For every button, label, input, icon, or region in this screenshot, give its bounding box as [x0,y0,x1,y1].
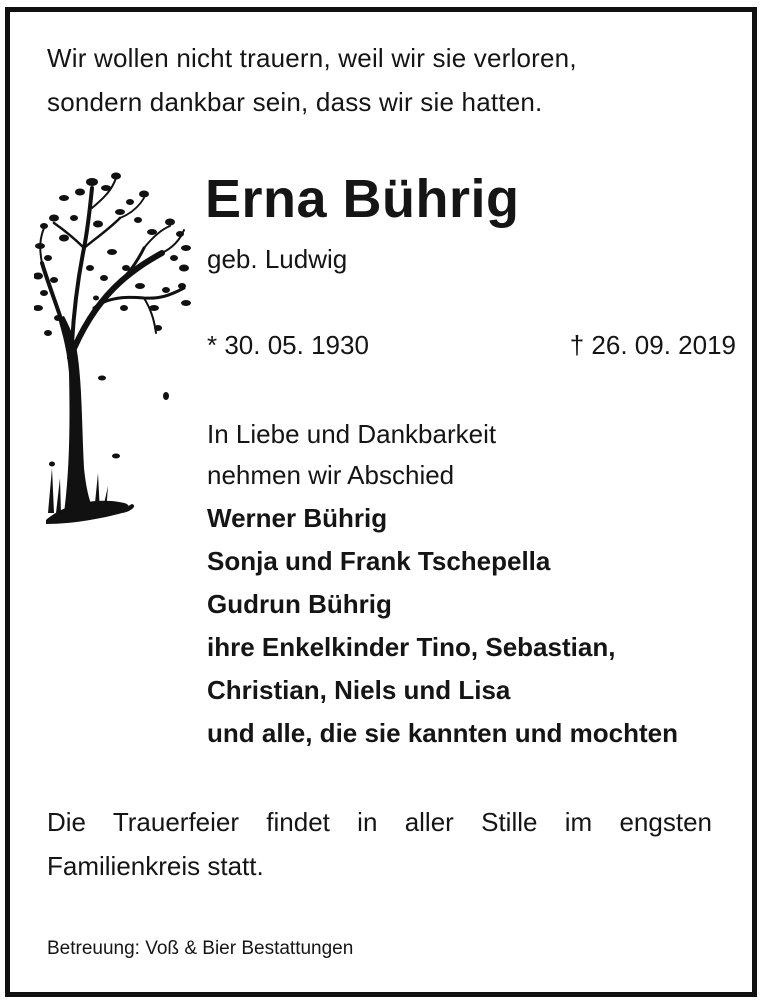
birth-date: * 30. 05. 1930 [207,330,369,360]
death-date: † 26. 09. 2019 [569,330,736,360]
motto-line-1: Wir wollen nicht trauern, weil wir sie verloren, [47,43,577,73]
tree-icon [34,168,192,530]
mourners-list [207,497,678,755]
mourner-line: Werner Bührig [207,503,388,533]
deceased-name: Erna Bührig [205,169,520,229]
motto [47,36,577,124]
mourner-line: ihre Enkelkinder Tino, Sebastian, [207,632,616,662]
mourner-line: Christian, Niels und Lisa [207,675,511,705]
mourner-line: Sonja und Frank Tschepella [207,546,551,576]
farewell-text [207,414,496,496]
motto-line-2: sondern dankbar sein, dass wir sie hatten. [47,87,543,117]
birth-name: geb. Ludwig [207,244,348,274]
funeral-notice: Die Trauerfeier findet in aller Stille im engsten Familienkreis statt. [47,807,712,881]
mourner-line: Gudrun Bührig [207,589,392,619]
mourner-line: und alle, die sie kannten und mochten [207,718,678,748]
farewell-line-2: nehmen wir Abschied [207,460,455,490]
funeral-home-credit: Betreuung: Voß & Bier Bestattungen [47,938,354,959]
farewell-line-1: In Liebe und Dankbarkeit [207,419,497,449]
